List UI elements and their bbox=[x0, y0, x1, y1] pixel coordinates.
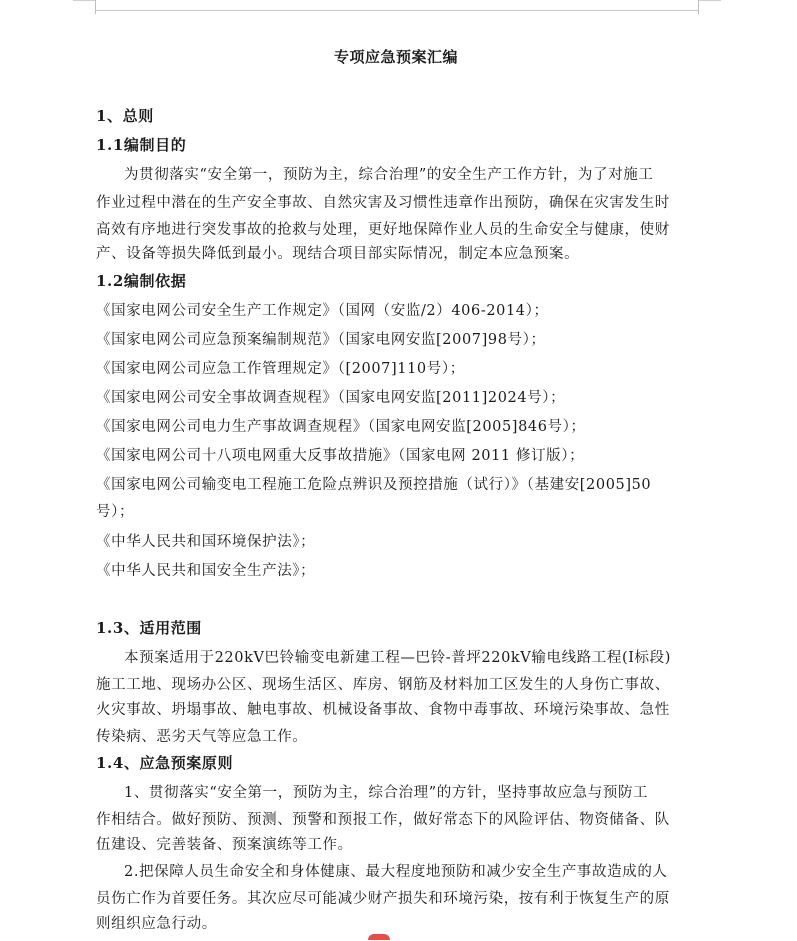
page-corner-mark-left-vertical bbox=[95, 0, 96, 14]
paragraph-line: 1、贯彻落实“安全第一，预防为主，综合治理”的方针，坚持事故应急与预防工 bbox=[124, 785, 649, 801]
reference-line: 《中华人民共和国环境保护法》； bbox=[96, 534, 316, 550]
paragraph-line: 伍建设、完善装备、预案演练等工作。 bbox=[96, 837, 353, 853]
reference-line: 《国家电网公司应急工作管理规定》（[2007]110号）； bbox=[96, 361, 465, 377]
reference-line: 《国家电网公司安全事故调查规程》（国家电网安监[2011]2024号）； bbox=[96, 390, 566, 406]
reference-line: 《国家电网公司十八项电网重大反事故措施》（国家电网 2011 修订版）； bbox=[96, 448, 585, 464]
section-heading-purpose: 1.1编制目的 bbox=[96, 136, 187, 154]
page-corner-mark-left bbox=[73, 0, 95, 1]
reference-line: 《中华人民共和国安全生产法》； bbox=[96, 563, 316, 579]
paragraph-line: 员伤亡作为首要任务。其次应尽可能减少财产损失和环境污染，按有利于恢复生产的原 bbox=[96, 891, 670, 907]
section-heading-basis: 1.2编制依据 bbox=[96, 272, 187, 290]
paragraph-line: 作相结合。做好预防、预测、预警和预报工作，做好常态下的风险评估、物资储备、队 bbox=[96, 812, 670, 828]
reference-line: 《国家电网公司输变电工程施工危险点辨识及预控措施（试行）》（基建安[2005]50 bbox=[96, 477, 652, 493]
page-top-rule bbox=[95, 10, 699, 11]
reference-line: 号）； bbox=[96, 504, 135, 520]
page-corner-mark-right bbox=[699, 0, 721, 1]
paragraph-line: 作业过程中潜在的生产安全事故、自然灾害及习惯性违章作出预防，确保在灾害发生时 bbox=[96, 195, 670, 211]
red-mark-fragment bbox=[368, 934, 390, 940]
section-heading-scope: 1.3、适用范围 bbox=[96, 619, 202, 637]
reference-line: 《国家电网公司电力生产事故调查规程》（国家电网安监[2005]846号）； bbox=[96, 419, 586, 435]
section-heading-principles: 1.4、应急预案原则 bbox=[96, 754, 234, 772]
paragraph-line: 高效有序地进行突发事故的抢救与处理，更好地保障作业人员的生命安全与健康，使财 bbox=[96, 222, 670, 238]
reference-line: 《国家电网公司安全生产工作规定》（国网（安监/2）406-2014）； bbox=[96, 303, 549, 319]
paragraph-line: 2.把保障人员生命安全和身体健康、最大程度地预防和减少安全生产事故造成的人 bbox=[124, 864, 668, 880]
paragraph-line: 产、设备等损失降低到最小。现结合项目部实际情况，制定本应急预案。 bbox=[96, 246, 580, 262]
reference-line: 《国家电网公司应急预案编制规范》（国家电网安监[2007]98号）； bbox=[96, 332, 546, 348]
page-corner-mark-right-vertical bbox=[698, 0, 699, 14]
paragraph-line: 施工工地、现场办公区、现场生活区、库房、钢筋及材料加工区发生的人身伤亡事故、 bbox=[96, 677, 670, 693]
section-heading-general: 1、总则 bbox=[96, 107, 154, 125]
paragraph-line: 本预案适用于220kV巴铃输变电新建工程—巴铃-普坪220kV输电线路工程(I标段) bbox=[124, 650, 672, 666]
paragraph-line: 传染病、恶劣天气等应急工作。 bbox=[96, 729, 308, 745]
paragraph-line: 则组织应急行动。 bbox=[96, 916, 217, 932]
document-title: 专项应急预案汇编 bbox=[333, 48, 458, 66]
paragraph-line: 火灾事故、坍塌事故、触电事故、机械设备事故、食物中毒事故、环境污染事故、急性 bbox=[96, 702, 670, 718]
paragraph-line: 为贯彻落实“安全第一，预防为主，综合治理”的安全生产工作方针，为了对施工 bbox=[124, 167, 654, 183]
